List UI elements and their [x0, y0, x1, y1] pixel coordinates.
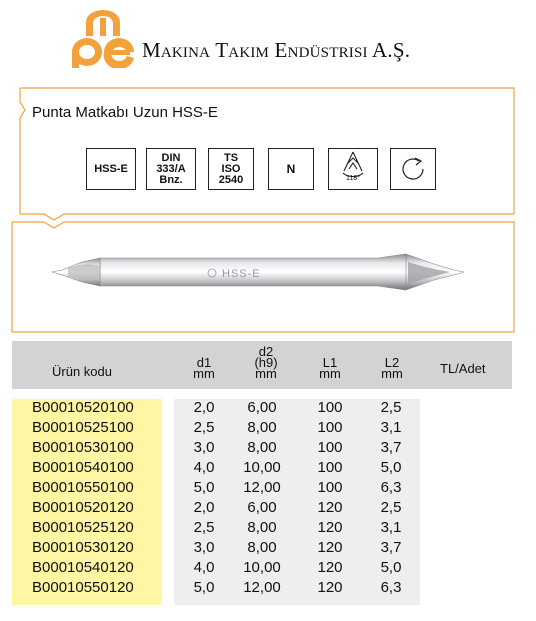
table-row [0, 520, 536, 536]
l2-value: 3,1 [380, 519, 402, 536]
l2-value: 2,5 [380, 399, 402, 416]
table-row [0, 500, 536, 516]
drill-point-angle-icon [333, 149, 373, 177]
product-code: B00010530120 [32, 539, 134, 556]
product-code: B00010525120 [32, 519, 134, 536]
table-row [0, 420, 536, 436]
product-code: B00010520120 [32, 499, 134, 516]
d1-value: 5,0 [193, 579, 215, 596]
spec-hss-e: HSS-E [86, 148, 136, 190]
d1-value: 4,0 [193, 459, 215, 476]
spec-point-angle: 118° [328, 148, 378, 190]
l2-value: 5,0 [380, 459, 402, 476]
l1-value: 120 [317, 559, 343, 576]
table-row [0, 540, 536, 556]
l1-value: 100 [317, 459, 343, 476]
col-d2-header: d2 (h9) mm [254, 344, 278, 381]
product-code: B00010540120 [32, 559, 134, 576]
table-row [0, 480, 536, 496]
d2-value: 10,00 [243, 559, 281, 576]
product-code: B00010550120 [32, 579, 134, 596]
d1-value: 3,0 [193, 539, 215, 556]
product-code: B00010520100 [32, 399, 134, 416]
d2-value: 6,00 [247, 399, 277, 416]
d2-value: 8,00 [247, 419, 277, 436]
product-title: Punta Matkabı Uzun HSS-E [32, 104, 218, 121]
table-row [0, 440, 536, 456]
table-row [0, 580, 536, 596]
l2-value: 3,7 [380, 539, 402, 556]
l2-value: 3,7 [380, 439, 402, 456]
table-row [0, 560, 536, 576]
product-code: B00010540100 [32, 459, 134, 476]
col-d1-header: d1 mm [193, 355, 215, 381]
d1-value: 5,0 [193, 479, 215, 496]
l2-value: 6,3 [380, 579, 402, 596]
col-l1-header: L1 mm [319, 355, 341, 381]
l1-value: 100 [317, 399, 343, 416]
d2-value: 12,00 [243, 479, 281, 496]
l1-value: 100 [317, 479, 343, 496]
l1-value: 120 [317, 519, 343, 536]
l1-value: 120 [317, 539, 343, 556]
spec-rotation [390, 148, 436, 190]
l2-value: 5,0 [380, 559, 402, 576]
d2-value: 6,00 [247, 499, 277, 516]
d1-value: 3,0 [193, 439, 215, 456]
l1-value: 100 [317, 419, 343, 436]
l1-value: 120 [317, 499, 343, 516]
d1-value: 2,0 [193, 399, 215, 416]
d1-value: 4,0 [193, 559, 215, 576]
tool-engraving: HSS-E [222, 268, 261, 280]
table-row [0, 460, 536, 476]
center-drill-image [30, 232, 500, 312]
product-code: B00010550100 [32, 479, 134, 496]
d2-value: 8,00 [247, 539, 277, 556]
spec-din: DIN 333/A Bnz. [146, 148, 196, 190]
d2-value: 12,00 [243, 579, 281, 596]
d2-value: 8,00 [247, 439, 277, 456]
company-name: Makina Takım Endüstrisi A.Ş. [142, 38, 411, 62]
spec-n: N [268, 148, 314, 190]
d2-value: 8,00 [247, 519, 277, 536]
l2-value: 2,5 [380, 499, 402, 516]
d2-value: 10,00 [243, 459, 281, 476]
table-row [0, 400, 536, 416]
l1-value: 100 [317, 439, 343, 456]
spec-ts-iso: TS ISO 2540 [208, 148, 254, 190]
l2-value: 6,3 [380, 479, 402, 496]
col-price-header: TL/Adet [440, 361, 486, 376]
product-code: B00010530100 [32, 439, 134, 456]
l1-value: 120 [317, 579, 343, 596]
col-l2-header: L2 mm [381, 355, 403, 381]
d1-value: 2,5 [193, 419, 215, 436]
col-code-header: Ürün kodu [52, 364, 112, 379]
d1-value: 2,0 [193, 499, 215, 516]
product-code: B00010525100 [32, 419, 134, 436]
rotation-arrow-icon [399, 155, 427, 183]
d1-value: 2,5 [193, 519, 215, 536]
l2-value: 3,1 [380, 419, 402, 436]
